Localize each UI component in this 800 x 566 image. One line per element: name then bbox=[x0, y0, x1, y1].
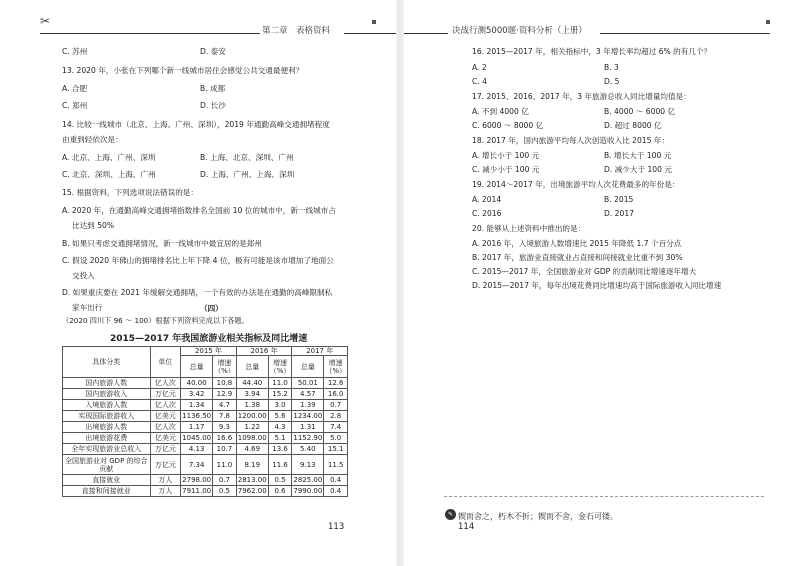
quote-badge-icon: ✎ bbox=[445, 509, 456, 520]
col-header-unit: 单位 bbox=[150, 347, 181, 378]
table-title: 2015—2017 年我国旅游业相关指标及同比增速 bbox=[110, 334, 308, 344]
col-header-year: 2017 年 bbox=[292, 347, 348, 356]
option-a: A. 2014 bbox=[472, 195, 502, 204]
cell-growth: 5.6 bbox=[268, 411, 292, 422]
cell-growth: 4.7 bbox=[213, 400, 237, 411]
header-rule bbox=[40, 33, 260, 34]
cell-growth: 0.5 bbox=[213, 486, 237, 497]
cell-total: 44.40 bbox=[236, 378, 268, 389]
option-a: A. 增长小于 100 元 bbox=[472, 151, 540, 160]
cell-growth: 4.3 bbox=[268, 422, 292, 433]
col-header-category: 具体分类 bbox=[63, 347, 151, 378]
question-14-cont: 由重到轻依次是： bbox=[62, 135, 123, 144]
row-label: 出境旅游人数 bbox=[63, 422, 151, 433]
option-a: A. 2020 年，在通勤高峰交通拥堵指数排名全国前 10 位的城市中，新一线城市占 bbox=[62, 206, 336, 215]
cell-total: 1234.00 bbox=[293, 412, 323, 420]
cell-growth: 12.6 bbox=[324, 378, 348, 389]
question-16: 16. 2015—2017 年，相关指标中，3 年增长率均超过 6% 的有几个？ bbox=[472, 47, 712, 56]
option-d: D. 泰安 bbox=[200, 47, 226, 56]
option-d: D. 上海、广州、上海、深圳 bbox=[200, 170, 295, 179]
option-c: C. 4 bbox=[472, 77, 487, 86]
sub-header-total: 总量 bbox=[236, 356, 268, 378]
row-unit: 亿美元 bbox=[150, 411, 181, 422]
option-c: C. 苏州 bbox=[62, 47, 88, 56]
cell-growth: 0.6 bbox=[268, 486, 292, 497]
option-b: B. 增长大于 100 元 bbox=[604, 151, 672, 160]
cell-growth: 7.4 bbox=[324, 422, 348, 433]
cell-total: 3.42 bbox=[181, 389, 213, 400]
option-a: A. 合肥 bbox=[62, 84, 88, 93]
cell-total: 1.38 bbox=[236, 400, 268, 411]
option-c: C. 2016 bbox=[472, 209, 502, 218]
cell-total: 1136.50 bbox=[182, 412, 212, 420]
motto-quote: 锲而舍之，朽木不折；锲而不舍，金石可镂。 bbox=[458, 512, 618, 521]
cell-total: 2798.00 bbox=[182, 476, 212, 484]
cell-total: 1098.00 bbox=[237, 434, 267, 442]
cell-growth: 10.8 bbox=[213, 378, 237, 389]
table-row bbox=[63, 378, 348, 389]
header-marker bbox=[372, 20, 376, 24]
cell-total: 3.94 bbox=[236, 389, 268, 400]
cell-total: 1.31 bbox=[292, 422, 324, 433]
option-a: A. 2016 年，入境旅游人数增速比 2015 年降低 1.7 个百分点 bbox=[472, 239, 682, 248]
question-17: 17. 2015、2016、2017 年，3 年旅游总收入同比增量均值是： bbox=[472, 92, 691, 101]
table-row bbox=[63, 475, 348, 486]
sub-header-total: 总量 bbox=[181, 356, 213, 378]
book-header: 决战行测5000题·资料分析（上册） bbox=[452, 26, 587, 36]
option-d: D. 长沙 bbox=[200, 101, 226, 110]
option-b: B. 成都 bbox=[200, 84, 226, 93]
cell-growth: 13.6 bbox=[268, 444, 292, 455]
cell-total: 4.69 bbox=[236, 444, 268, 455]
cell-total: 8.19 bbox=[236, 455, 268, 475]
row-unit: 亿美元 bbox=[150, 433, 181, 444]
header-rule bbox=[404, 33, 448, 34]
sub-header-growth: 增速（%） bbox=[268, 356, 292, 378]
cell-total: 1.34 bbox=[181, 400, 213, 411]
sub-header-growth: 增速（%） bbox=[324, 356, 348, 378]
option-b: B. 3 bbox=[604, 63, 619, 72]
row-unit: 万亿元 bbox=[150, 455, 181, 475]
cell-total: 50.01 bbox=[292, 378, 324, 389]
row-label: 出境旅游花费 bbox=[63, 433, 151, 444]
cell-growth: 16.0 bbox=[324, 389, 348, 400]
option-d: D. 减少大于 100 元 bbox=[604, 165, 672, 174]
cell-total: 1.17 bbox=[181, 422, 213, 433]
section-instruction: （2020 四川下 96 ～ 100）根据下列资料完成以下各题。 bbox=[62, 316, 249, 325]
cell-growth: 0.4 bbox=[324, 486, 348, 497]
page-number: 113 bbox=[328, 522, 345, 532]
scissors-icon: ✂ bbox=[40, 14, 51, 28]
cell-total: 5.40 bbox=[292, 444, 324, 455]
col-header-year: 2016 年 bbox=[236, 347, 292, 356]
cell-total: 4.57 bbox=[292, 389, 324, 400]
cell-total: 7990.00 bbox=[293, 487, 323, 495]
table-row bbox=[63, 389, 348, 400]
cell-growth: 3.0 bbox=[268, 400, 292, 411]
question-13: 13. 2020 年，小张在下列哪个新一线城市居住会感觉公共交通最便利？ bbox=[62, 66, 304, 75]
question-15: 15. 根据资料，下列选项说法错误的是： bbox=[62, 188, 198, 197]
cell-total: 1.39 bbox=[292, 400, 324, 411]
cell-growth: 2.8 bbox=[324, 411, 348, 422]
cell-total: 1045.00 bbox=[182, 434, 212, 442]
option-d: D. 如果重庆要在 2021 年缓解交通拥堵，一个有效的办法是在通勤的高峰限制私 bbox=[62, 288, 333, 297]
question-18: 18. 2017 年，国内旅游平均每人次创造收入比 2015 年： bbox=[472, 136, 670, 145]
row-unit: 亿人次 bbox=[150, 400, 181, 411]
cell-growth: 11.5 bbox=[324, 455, 348, 475]
cell-growth: 12.9 bbox=[213, 389, 237, 400]
table-row bbox=[63, 455, 348, 475]
data-table bbox=[62, 346, 348, 497]
cell-growth: 11.0 bbox=[268, 378, 292, 389]
row-label: 国内旅游人数 bbox=[63, 378, 151, 389]
option-b: B. 如果只考虑交通拥堵情况，新一线城市中最宜居的是郑州 bbox=[62, 239, 262, 248]
option-d: D. 2017 bbox=[604, 209, 635, 218]
cell-growth: 15.2 bbox=[268, 389, 292, 400]
chapter-header: 第二章 表格资料 bbox=[262, 26, 331, 36]
cell-total: 2825.00 bbox=[293, 476, 323, 484]
option-c: C. 北京、深圳、上海、广州 bbox=[62, 170, 156, 179]
table-row bbox=[63, 486, 348, 497]
question-14: 14. 比较一线城市（北京、上海、广州、深圳），2019 年通勤高峰交通拥堵程度 bbox=[62, 120, 330, 129]
header-rule bbox=[600, 33, 770, 34]
header-marker bbox=[766, 20, 770, 24]
section-heading: （四） bbox=[200, 304, 223, 313]
cell-growth: 11.6 bbox=[268, 455, 292, 475]
question-20: 20. 能够从上述资料中推出的是： bbox=[472, 224, 586, 233]
cell-total: 1200.00 bbox=[237, 412, 267, 420]
cell-total: 1152.90 bbox=[293, 434, 323, 442]
cell-growth: 0.5 bbox=[268, 475, 292, 486]
header-rule bbox=[344, 33, 396, 34]
option-b: B. 2017 年，旅游业直接就业占直接和间接就业比重不到 30% bbox=[472, 253, 683, 262]
cell-growth: 5.1 bbox=[268, 433, 292, 444]
cell-total: 9.13 bbox=[292, 455, 324, 475]
cell-total: 7911.00 bbox=[182, 487, 212, 495]
cell-total: 1.22 bbox=[236, 422, 268, 433]
option-c-cont: 交投入 bbox=[72, 271, 95, 280]
table-row bbox=[63, 411, 348, 422]
table-row bbox=[63, 444, 348, 455]
cell-growth: 7.8 bbox=[213, 411, 237, 422]
table-row bbox=[63, 433, 348, 444]
option-c: C. 2015—2017 年，全国旅游业对 GDP 的贡献同比增速逐年增大 bbox=[472, 267, 697, 276]
option-d: D. 5 bbox=[604, 77, 620, 86]
sub-header-total: 总量 bbox=[292, 356, 324, 378]
row-label: 入境旅游人数 bbox=[63, 400, 151, 411]
option-c: C. 6000 ～ 8000 亿 bbox=[472, 121, 544, 130]
option-c: C. 减少小于 100 元 bbox=[472, 165, 540, 174]
row-label: 全年实现旅游业总收入 bbox=[63, 444, 151, 455]
sub-header-growth: 增速（%） bbox=[213, 356, 237, 378]
row-label: 国内旅游收入 bbox=[63, 389, 151, 400]
option-b: B. 4000 ～ 6000 亿 bbox=[604, 107, 676, 116]
cell-growth: 11.0 bbox=[213, 455, 237, 475]
option-a: A. 2 bbox=[472, 63, 487, 72]
option-c: C. 郑州 bbox=[62, 101, 88, 110]
option-b: B. 2015 bbox=[604, 195, 634, 204]
row-unit: 亿人次 bbox=[150, 422, 181, 433]
option-a-cont: 比达到 50% bbox=[72, 221, 115, 230]
option-b: B. 上海、北京、深圳、广州 bbox=[200, 153, 294, 162]
cell-total: 40.00 bbox=[181, 378, 213, 389]
option-d: D. 超过 8000 亿 bbox=[604, 121, 662, 130]
cell-growth: 10.7 bbox=[213, 444, 237, 455]
question-19: 19. 2014～2017 年，出境旅游平均人次花费最多的年份是： bbox=[472, 180, 680, 189]
cell-growth: 9.3 bbox=[213, 422, 237, 433]
cell-growth: 15.1 bbox=[324, 444, 348, 455]
divider bbox=[444, 496, 764, 497]
row-unit: 亿人次 bbox=[150, 378, 181, 389]
row-unit: 万亿元 bbox=[150, 389, 181, 400]
table-row bbox=[63, 400, 348, 411]
table-row bbox=[63, 422, 348, 433]
option-d: D. 2015—2017 年，每年出境花费同比增速均高于国际旅游收入同比增速 bbox=[472, 281, 722, 290]
row-label: 实现国际旅游收入 bbox=[63, 411, 151, 422]
cell-total: 7.34 bbox=[181, 455, 213, 475]
row-unit: 万人 bbox=[150, 475, 181, 486]
page-number: 114 bbox=[458, 522, 475, 532]
cell-total: 7962.00 bbox=[237, 487, 267, 495]
col-header-year: 2015 年 bbox=[181, 347, 237, 356]
option-a: A. 北京、上海、广州、深圳 bbox=[62, 153, 156, 162]
option-c: C. 假设 2020 年佛山的拥堵排名比上年下降 4 位，极有可能是该市增加了地面公 bbox=[62, 256, 334, 265]
cell-growth: 0.7 bbox=[213, 475, 237, 486]
cell-growth: 0.7 bbox=[324, 400, 348, 411]
option-a: A. 不到 4000 亿 bbox=[472, 107, 529, 116]
row-unit: 万亿元 bbox=[150, 444, 181, 455]
cell-growth: 16.6 bbox=[213, 433, 237, 444]
row-unit: 万人 bbox=[150, 486, 181, 497]
cell-growth: 5.0 bbox=[324, 433, 348, 444]
row-label: 全国旅游业对 GDP 的综合贡献 bbox=[63, 455, 151, 475]
row-label: 直接就业 bbox=[63, 475, 151, 486]
row-label: 直接和间接就业 bbox=[63, 486, 151, 497]
cell-growth: 0.4 bbox=[324, 475, 348, 486]
cell-total: 2813.00 bbox=[237, 476, 267, 484]
cell-total: 4.13 bbox=[181, 444, 213, 455]
option-d-cont: 家车出行 bbox=[72, 303, 103, 312]
